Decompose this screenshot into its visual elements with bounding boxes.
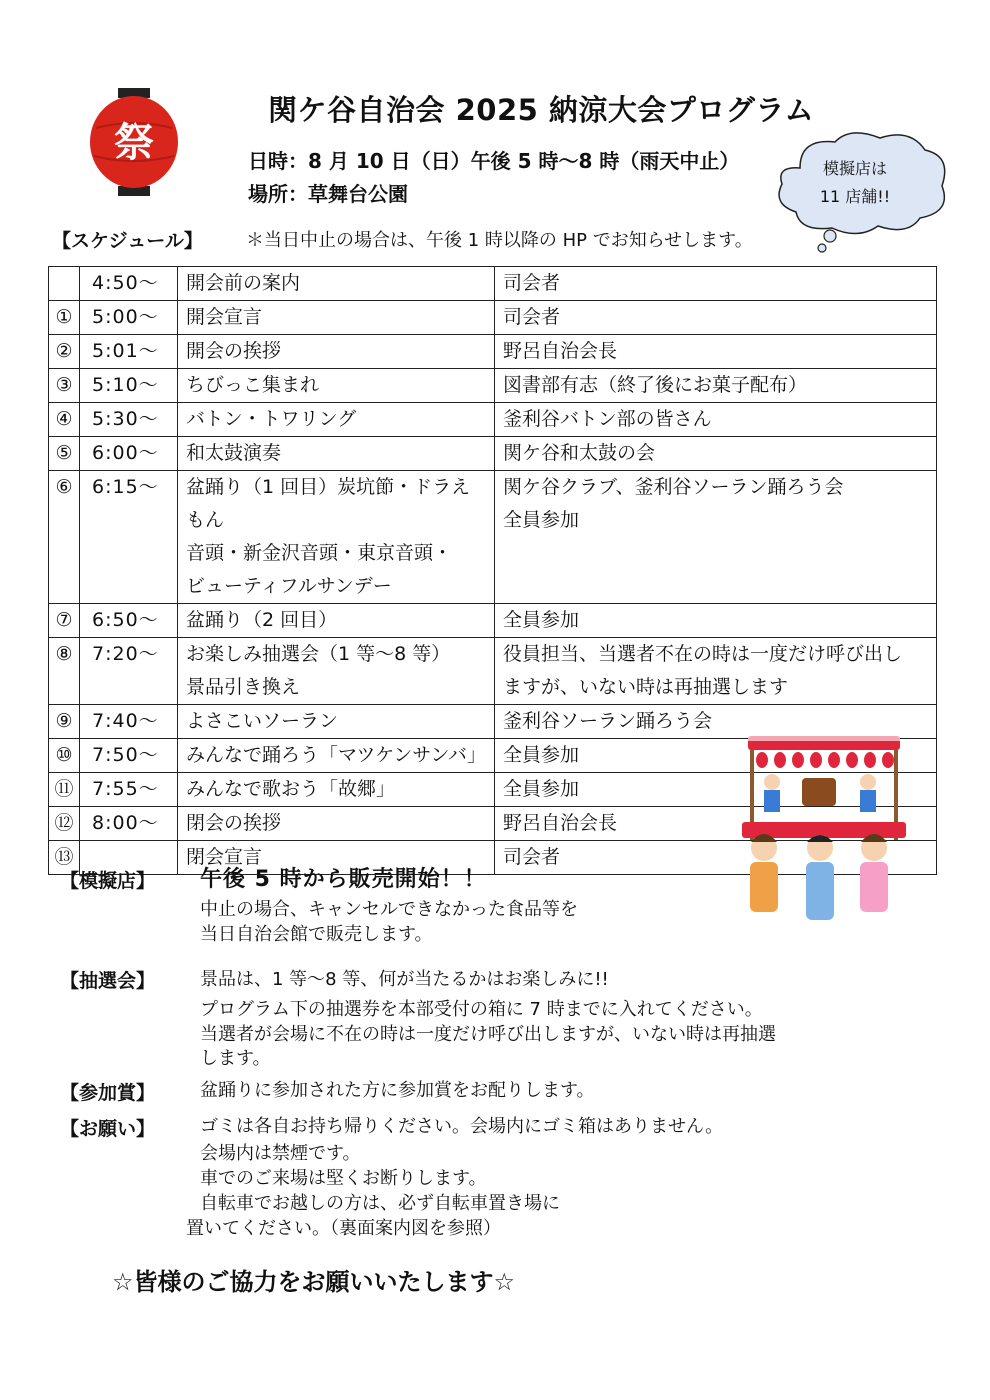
row-performer-line: 全員参加 — [503, 744, 580, 766]
row-performer-line: 全員参加 — [503, 778, 580, 800]
requests-line-1: ゴミは各自お持ち帰りください。会場内にゴミ箱はありません。 — [200, 1116, 724, 1137]
row-time: 6:50～ — [80, 604, 178, 638]
requests-line-3: 車でのご来場は堅くお断りします。 — [200, 1168, 487, 1189]
row-performer-line: 関ケ谷クラブ、釜利谷ソーラン踊ろう会 — [503, 476, 844, 498]
row-number: ⑧ — [49, 638, 80, 705]
row-performer — [495, 638, 937, 705]
row-event-line: 景品引き換え — [186, 676, 301, 698]
row-event-line: 盆踊り（1 回目）炭坑節・ドラえもん — [186, 476, 471, 531]
row-performer-line: 図書部有志（終了後にお菓子配布） — [503, 374, 808, 396]
row-event-line: ちびっこ集まれ — [186, 374, 320, 396]
stalls-line-1: 中止の場合、キャンセルできなかった食品等を — [200, 899, 578, 920]
row-event — [178, 437, 495, 471]
row-number: ⑥ — [49, 471, 80, 604]
row-event — [178, 471, 495, 604]
row-performer-line: 関ケ谷和太鼓の会 — [503, 442, 656, 464]
row-event-line: みんなで歌おう「故郷」 — [186, 778, 396, 800]
row-event-line: 和太鼓演奏 — [186, 442, 282, 464]
lottery-label: 【抽選会】 — [60, 970, 156, 992]
yagura-festival-illustration — [720, 730, 910, 940]
row-event — [178, 807, 495, 841]
row-event-line: よさこいソーラン — [186, 710, 339, 732]
row-time: 7:55～ — [80, 773, 178, 807]
participation-line-1: 盆踊りに参加された方に参加賞をお配りします。 — [200, 1080, 595, 1101]
festival-lantern-icon — [88, 88, 180, 196]
row-performer — [495, 369, 937, 403]
row-time: 5:00～ — [80, 301, 178, 335]
row-event — [178, 267, 495, 301]
requests-line-2: 会場内は禁煙です。 — [200, 1143, 361, 1164]
participation-label: 【参加賞】 — [60, 1082, 156, 1104]
requests-line-4: 自転車でお越しの方は、必ず自転車置き場に — [200, 1193, 560, 1214]
row-event-line: 音頭・新金沢音頭・東京音頭・ — [186, 542, 453, 564]
row-event — [178, 369, 495, 403]
row-event — [178, 773, 495, 807]
event-date: 日時：8 月 10 日（日）午後 5 時～8 時（雨天中止） — [248, 149, 740, 173]
row-performer — [495, 471, 937, 604]
row-performer — [495, 403, 937, 437]
row-event-line: 盆踊り（2 回目） — [186, 609, 338, 631]
schedule-row — [49, 335, 937, 369]
row-number — [49, 267, 80, 301]
row-number: ⑦ — [49, 604, 80, 638]
schedule-row — [49, 301, 937, 335]
lottery-line-3: 当選者が会場に不在の時は一度だけ呼び出しますが、いない時は再抽選 — [200, 1024, 776, 1045]
row-performer-line: 司会者 — [503, 306, 561, 328]
stalls-headline: 午後 5 時から販売開始！！ — [200, 867, 487, 892]
stalls-label: 【模擬店】 — [60, 870, 156, 892]
row-time: 6:00～ — [80, 437, 178, 471]
lottery-line-2: プログラム下の抽選券を本部受付の箱に 7 時までに入れてください。 — [200, 999, 763, 1020]
row-performer-line: ますが、いない時は再抽選します — [503, 676, 789, 698]
schedule-row — [49, 437, 937, 471]
row-performer-line: 司会者 — [503, 272, 561, 294]
row-event — [178, 335, 495, 369]
row-event — [178, 403, 495, 437]
requests-label: 【お願い】 — [60, 1118, 156, 1140]
row-time: 5:10～ — [80, 369, 178, 403]
row-time: 7:40～ — [80, 705, 178, 739]
bubble-line-1: 模擬店は — [822, 159, 887, 178]
row-performer-line: 司会者 — [503, 846, 561, 868]
row-performer — [495, 335, 937, 369]
row-time: 5:30～ — [80, 403, 178, 437]
row-number: ⑨ — [49, 705, 80, 739]
row-event-line: みんなで踊ろう「マツケンサンバ」 — [186, 744, 487, 766]
schedule-row — [49, 369, 937, 403]
row-event — [178, 638, 495, 705]
row-number: ⑤ — [49, 437, 80, 471]
row-number: ③ — [49, 369, 80, 403]
schedule-note: ＊当日中止の場合は、午後 1 時以降の HP でお知らせします。 — [246, 230, 753, 251]
row-time: 5:01～ — [80, 335, 178, 369]
row-event-line: 開会の挨拶 — [186, 340, 282, 362]
schedule-row — [49, 604, 937, 638]
row-performer — [495, 604, 937, 638]
row-event — [178, 739, 495, 773]
event-place: 場所：草舞台公園 — [248, 182, 408, 206]
row-performer-line: 全員参加 — [503, 509, 580, 531]
row-time: 8:00～ — [80, 807, 178, 841]
page-title: 関ケ谷自治会 2025 納涼大会プログラム — [268, 93, 815, 127]
lantern-text: 祭 — [114, 120, 154, 166]
schedule-row — [49, 267, 937, 301]
schedule-row — [49, 403, 937, 437]
row-performer-line: 野呂自治会長 — [503, 812, 618, 834]
row-performer-line: 野呂自治会長 — [503, 340, 618, 362]
row-event-line: ビューティフルサンデー — [186, 575, 392, 597]
row-time: 4:50～ — [80, 267, 178, 301]
requests-line-5: 置いてください。（裏面案内図を参照） — [186, 1218, 501, 1239]
row-time: 6:15～ — [80, 471, 178, 604]
schedule-row — [49, 638, 937, 705]
stalls-line-2: 当日自治会館で販売します。 — [200, 924, 433, 945]
row-event-line: バトン・トワリング — [186, 408, 357, 430]
row-performer-line: 役員担当、当選者不在の時は一度だけ呼び出し — [503, 643, 903, 665]
row-event-line: 開会宣言 — [186, 306, 263, 328]
row-event-line: お楽しみ抽選会（1 等～8 等） — [186, 643, 451, 665]
row-number: ④ — [49, 403, 80, 437]
row-event — [178, 301, 495, 335]
row-time: 7:50～ — [80, 739, 178, 773]
lottery-line-4: します。 — [200, 1048, 271, 1069]
row-event — [178, 705, 495, 739]
row-performer-line: 釜利谷バトン部の皆さん — [503, 408, 712, 430]
row-event-line: 閉会宣言 — [186, 846, 263, 868]
row-performer — [495, 301, 937, 335]
row-number: ① — [49, 301, 80, 335]
row-number: ⑪ — [49, 773, 80, 807]
bubble-line-2: 11 店舗!! — [819, 187, 891, 206]
schedule-row — [49, 471, 937, 604]
row-event-line: 閉会の挨拶 — [186, 812, 282, 834]
stall-count-bubble — [790, 155, 920, 211]
row-event — [178, 604, 495, 638]
row-number: ⑫ — [49, 807, 80, 841]
lottery-line-1: 景品は、1 等～8 等、何が当たるかはお楽しみに!! — [200, 969, 609, 990]
row-number: ⑬ — [49, 841, 80, 875]
row-performer-line: 釜利谷ソーラン踊ろう会 — [503, 710, 713, 732]
row-time: 7:20～ — [80, 638, 178, 705]
row-performer — [495, 437, 937, 471]
row-number: ⑩ — [49, 739, 80, 773]
schedule-heading: 【スケジュール】 — [52, 230, 203, 252]
row-event-line: 開会前の案内 — [186, 272, 301, 294]
row-number: ② — [49, 335, 80, 369]
closing-message: ☆皆様のご協力をお願いいたします☆ — [112, 1268, 516, 1296]
row-performer-line: 全員参加 — [503, 609, 580, 631]
row-performer — [495, 267, 937, 301]
